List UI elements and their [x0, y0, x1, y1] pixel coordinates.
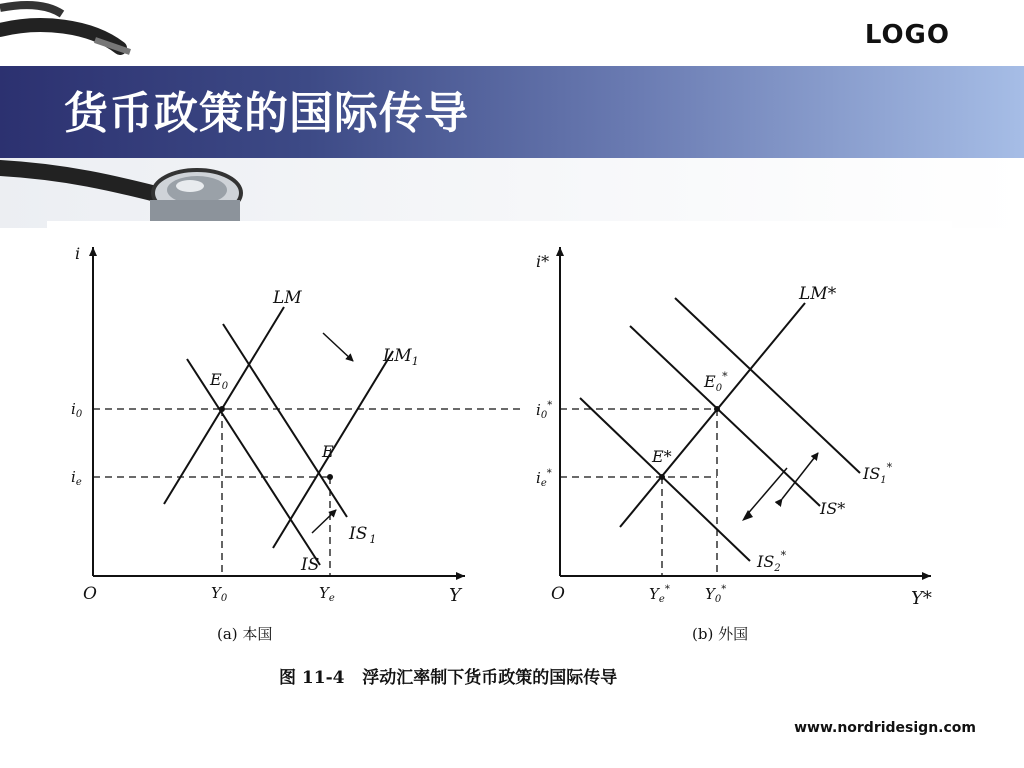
- right-lmstar-curve: [620, 303, 805, 527]
- right-e0star-point: [714, 406, 720, 412]
- footer-url: www.nordridesign.com: [794, 720, 976, 736]
- right-panel: [536, 247, 932, 643]
- left-i0-tick: $i_0$: [71, 400, 83, 420]
- right-estar-label: E*: [652, 447, 672, 466]
- left-lm-shift-arrow: [323, 333, 353, 361]
- left-lm1-label: $LM_1$: [383, 346, 419, 368]
- left-e0-point: [219, 406, 225, 412]
- left-is-shift-arrow: [312, 510, 336, 533]
- is-lm-diagram: [47, 221, 952, 709]
- left-e-point: [327, 474, 333, 480]
- right-is2star-curve: [580, 398, 750, 561]
- right-panel-sublabel: (b) 外国: [692, 625, 749, 643]
- right-isstar-label: IS*: [820, 499, 846, 518]
- logo: LOGO: [864, 20, 950, 50]
- left-e-label: E: [322, 442, 334, 461]
- right-Y0star-tick: $Y_0^*$: [705, 584, 727, 605]
- right-origin-label: O: [551, 584, 565, 604]
- left-Ye-tick: $Y_e$: [319, 584, 335, 604]
- right-e0star-label: $E_0^*$: [704, 370, 728, 394]
- right-lmstar-label: LM*: [799, 284, 837, 304]
- left-is1-curve: [223, 324, 347, 517]
- right-is1star-curve: [675, 298, 860, 473]
- left-is-label: IS: [301, 555, 320, 575]
- left-is-curve: [187, 359, 320, 565]
- left-origin-label: O: [83, 584, 97, 604]
- figure-caption: 图 11-4 浮动汇率制下货币政策的国际传导: [279, 668, 618, 688]
- right-Yestar-tick: $Y_e^*$: [649, 584, 670, 605]
- right-x-axis-label: Y*: [911, 588, 932, 609]
- right-is2star-label: $IS_2^*$: [757, 549, 787, 574]
- right-y-axis-label: i*: [536, 252, 550, 271]
- right-i0star-tick: $i_0^*$: [536, 400, 553, 421]
- right-is-shift-arrow-lower: [745, 468, 787, 517]
- slide-title: 货币政策的国际传导: [64, 88, 469, 139]
- figure-panel: [47, 221, 952, 709]
- left-lm-curve: [164, 307, 284, 504]
- left-Y0-tick: $Y_0$: [211, 584, 228, 604]
- left-x-axis-label: Y: [449, 585, 461, 606]
- left-lm-label: LM: [273, 288, 302, 308]
- right-is-shift-arrowhead-down: [742, 510, 753, 521]
- left-is1-label: IS $_1$: [349, 524, 377, 546]
- right-estar-point: [659, 474, 665, 480]
- left-y-axis-label: i: [75, 244, 81, 263]
- left-ie-tick: $i_e$: [71, 468, 82, 488]
- right-is1star-label: $IS_1^*$: [863, 461, 893, 486]
- left-panel-sublabel: (a) 本国: [217, 625, 273, 643]
- left-e0-label: $E_0$: [210, 370, 229, 392]
- right-iestar-tick: $i_e^*$: [536, 468, 552, 489]
- left-panel: [71, 244, 520, 643]
